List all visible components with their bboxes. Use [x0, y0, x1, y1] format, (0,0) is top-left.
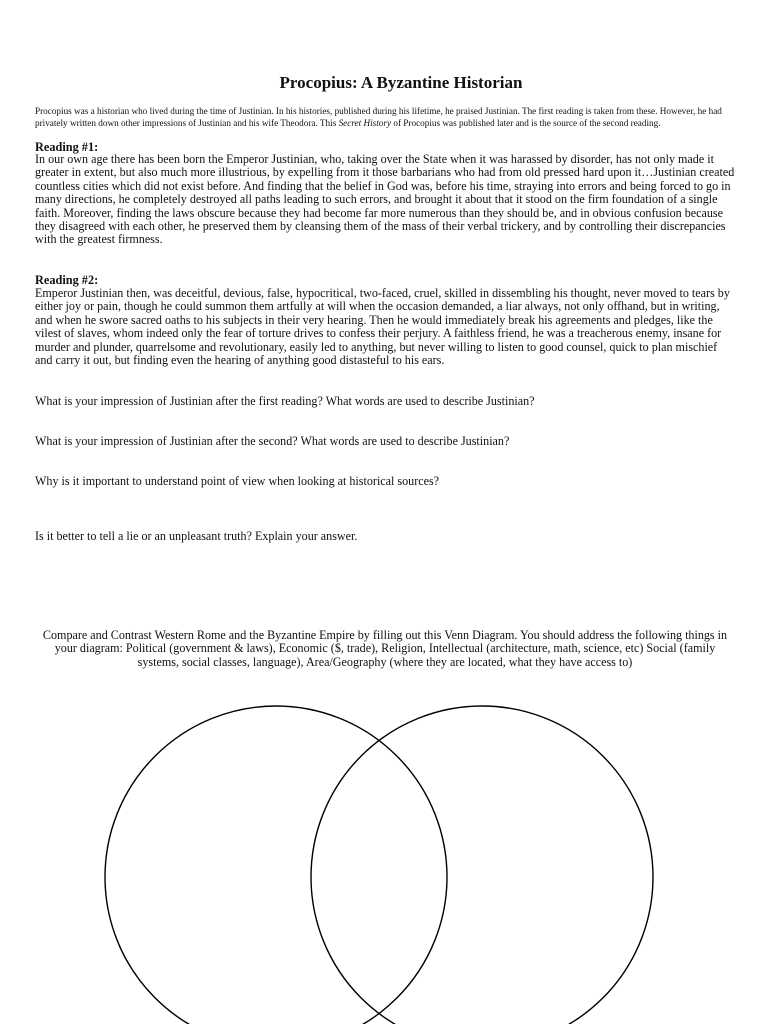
intro-text-part2: of Procopius was published later and is the source of the second reading.	[391, 118, 661, 128]
venn-diagram	[0, 690, 768, 1024]
reading-1-heading: Reading #1:	[35, 140, 99, 154]
reading-1-text: In our own age there has been born the Emperor Justinian, who, taking over the State when it was harassed by disorder, has not only made it greater in extent, but also much more illustrious, by expelling from it those barbarians who had from old pressed hard upon it…Justinian created countless cities which did not exist before. And finding that the belief in God was, before his time, straying into errors and being forced to go in many directions, he completely destroyed all paths leading to such errors, and brought it about that it stood on the firm foundation of a single faith. Moreover, finding the laws obscure because they had become far more numerous than they should be, and in obvious confusion because they disagreed with each other, he preserved them by cleansing them of the mass of their verbal trickery, and by controlling their discrepancies with the greatest firmness.	[35, 152, 735, 247]
question-4: Is it better to tell a lie or an unpleasant truth? Explain your answer.	[35, 529, 358, 543]
page-title: Procopius: A Byzantine Historian	[279, 73, 523, 92]
venn-circle-left	[105, 706, 447, 1024]
reading-2-text: Emperor Justinian then, was deceitful, devious, false, hypocritical, two-faced, cruel, skilled in dissembling his thought, never moved to tears by either joy or pain, though he could summon them artfully at will when the occasion demanded, a liar always, not only offhand, but in writing, and when he swore sacred oaths to his subjects in their very hearing. Then he would immediately break his agreements and pledges, like the vilest of slaves, whom indeed only the fear of torture drives to confess their perjury. A faithless friend, he was a treacherous enemy, insane for murder and plunder, quarrelsome and revolutionary, easily led to anything, but never willing to listen to good counsel, quick to plan mischief and carry it out, but finding even the hearing of anything good distasteful to his ears.	[35, 286, 730, 368]
intro-text-part1: Procopius was a historian who lived during the time of Justinian. In his histories, published during his lifetime, he praised Justinian. The first reading is taken from these. However, he had privately written down other impressions of Justinian and his wife Theodora. This	[35, 106, 722, 128]
question-1: What is your impression of Justinian after the first reading? What words are used to describe Justinian?	[35, 394, 535, 408]
intro-paragraph	[35, 105, 735, 129]
reading-2-heading: Reading #2:	[35, 273, 99, 287]
question-2: What is your impression of Justinian after the second? What words are used to describe Justinian?	[35, 434, 510, 448]
intro-italic-title: Secret History	[338, 118, 392, 128]
venn-instructions: Compare and Contrast Western Rome and the Byzantine Empire by filling out this Venn Diagram. You should address the following things in your diagram: Political (government & laws), Economic ($, trade), Religion, Intellectual (architecture, math, science, etc) Social (family systems, social classes, language), Area/Geography (where they are located, what they have access to)	[42, 628, 728, 669]
question-3: Why is it important to understand point of view when looking at historical sources?	[35, 474, 440, 488]
venn-circle-right	[311, 706, 653, 1024]
